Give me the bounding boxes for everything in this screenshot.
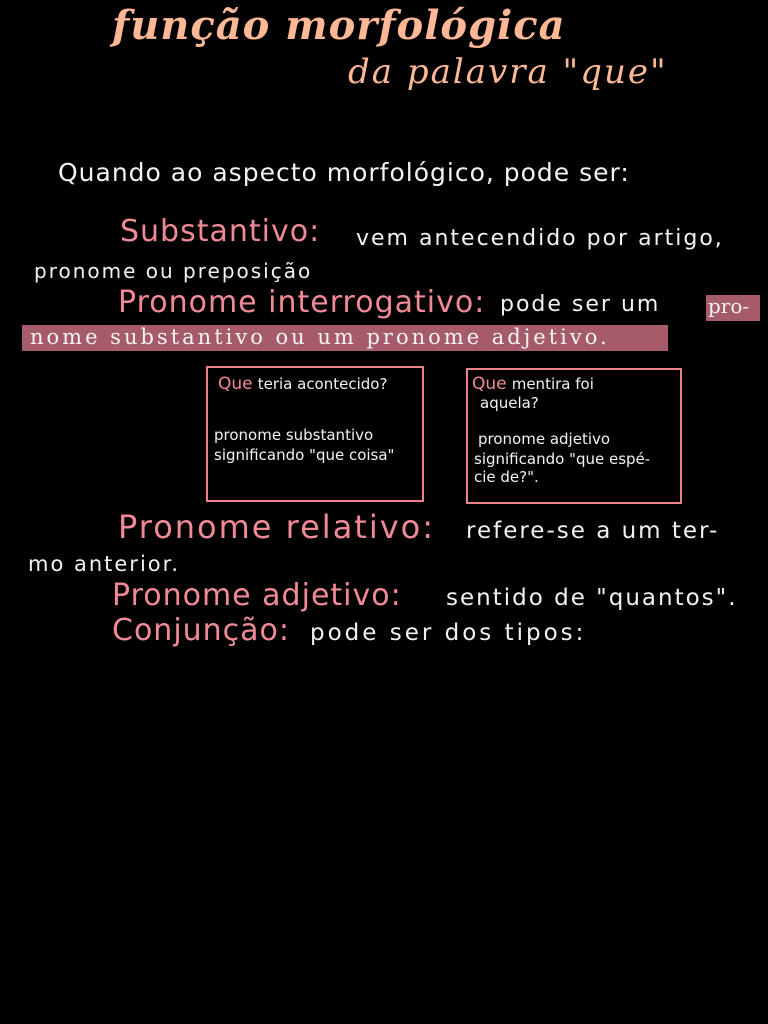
page-subtitle: da palavra "que" [348, 52, 668, 92]
example-meaning-line2: cie de?". [474, 468, 539, 486]
page-title: função morfológica [112, 2, 566, 49]
desc-substantivo-line1: vem antecendido por artigo, [356, 226, 724, 251]
desc-interrogativo-line1: pode ser um [500, 292, 661, 317]
example-sentence-line2: aquela? [480, 394, 539, 412]
term-substantivo: Substantivo: [120, 214, 321, 249]
desc-interrogativo-line2: nome substantivo ou um pronome adjetivo. [30, 325, 610, 349]
example-box-substantivo [206, 366, 424, 502]
example-box-adjetivo [466, 368, 682, 504]
desc-interrogativo-highlight: pro- [708, 294, 750, 318]
example-que-word: Que [218, 374, 253, 394]
term-conjuncao: Conjunção: [112, 613, 291, 648]
desc-relativo-line1: refere-se a um ter- [466, 518, 720, 544]
intro-text: Quando ao aspecto morfológico, pode ser: [58, 158, 630, 187]
term-pronome-relativo: Pronome relativo: [118, 508, 436, 546]
example-sentence: teria acontecido? [257, 375, 388, 393]
term-pronome-adjetivo: Pronome adjetivo: [112, 578, 402, 613]
desc-relativo-line2: mo anterior. [28, 552, 181, 576]
desc-substantivo-line2: pronome ou preposição [34, 259, 313, 283]
example-type: pronome adjetivo [478, 430, 611, 448]
example-que-word: Que [472, 374, 507, 394]
term-pronome-interrogativo: Pronome interrogativo: [118, 285, 486, 320]
example-meaning: significando "que coisa" [214, 446, 395, 464]
desc-conjuncao: pode ser dos tipos: [310, 620, 587, 646]
example-meaning-line1: significando "que espé- [474, 450, 651, 468]
example-sentence-line1: mentira foi [511, 375, 594, 393]
desc-adjetivo: sentido de "quantos". [446, 585, 738, 611]
example-type: pronome substantivo [214, 426, 374, 444]
